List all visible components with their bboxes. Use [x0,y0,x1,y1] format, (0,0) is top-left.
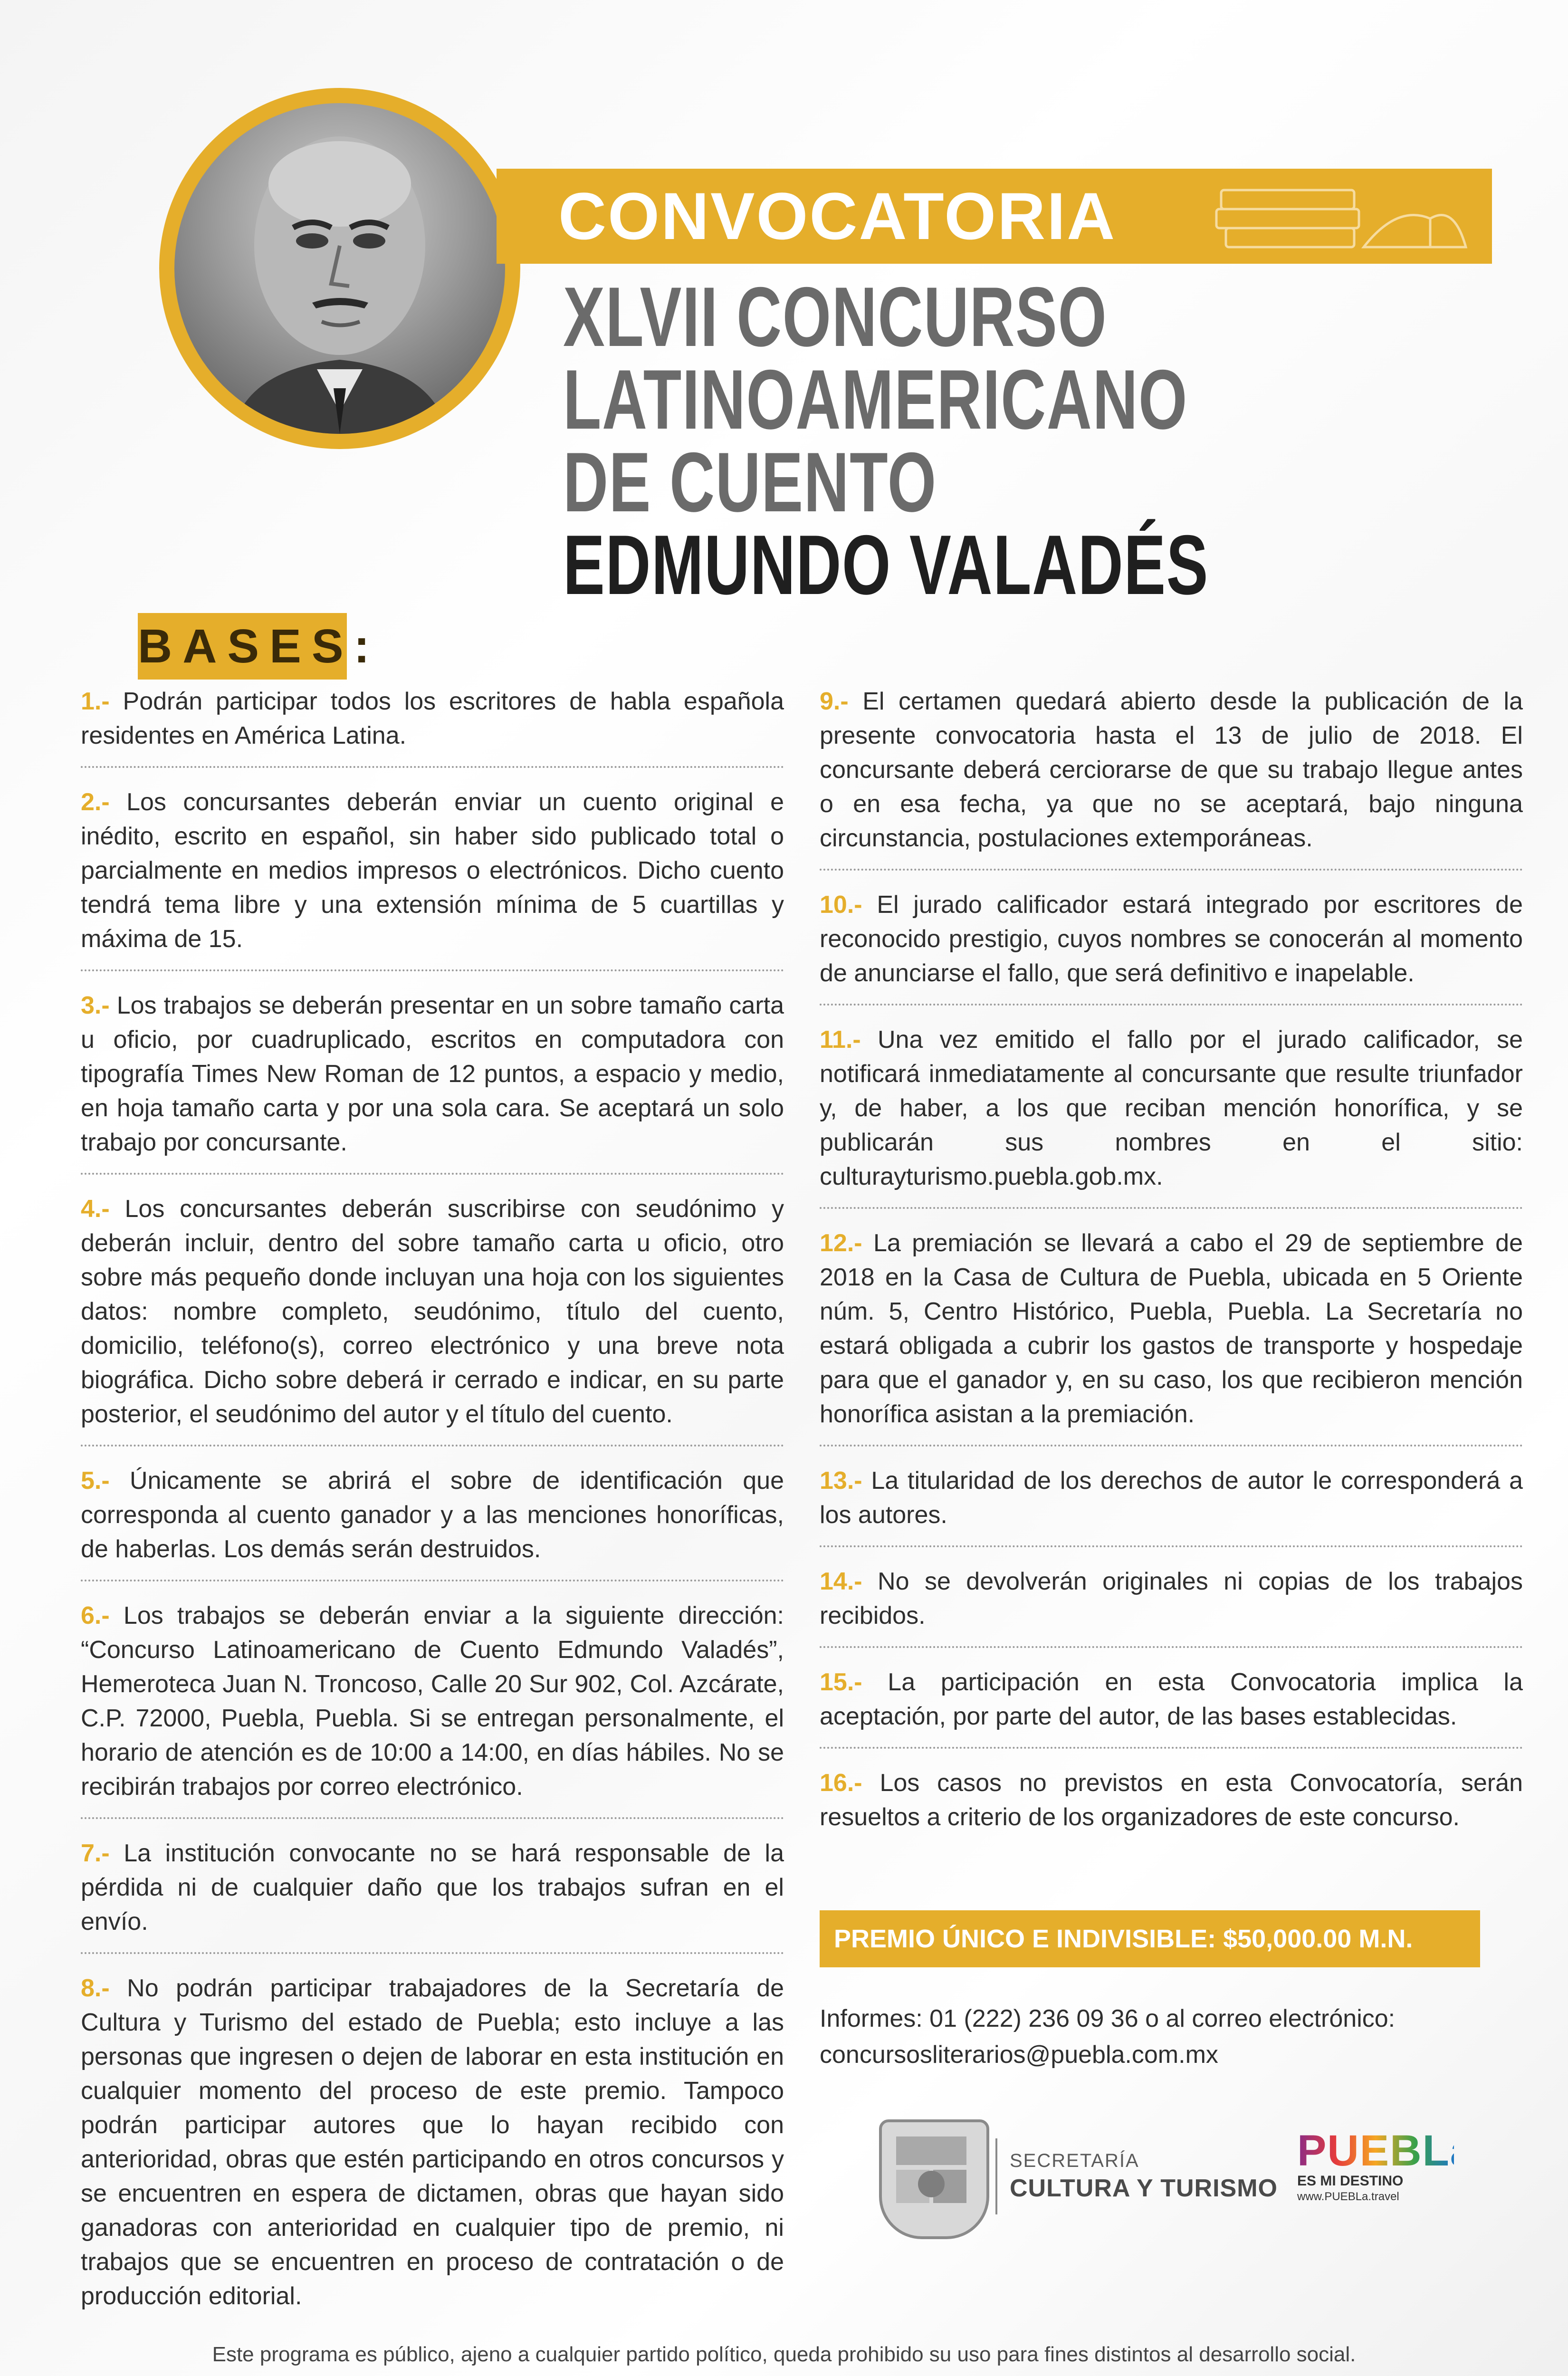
base-item-12 [820,1226,1523,1447]
base-number: 10.- [820,891,862,919]
base-item-1 [81,684,784,768]
base-item-4 [81,1192,784,1447]
secretaria-label: SECRETARÍA [1010,2150,1139,2171]
prize-banner: PREMIO ÚNICO E INDIVISIBLE: $50,000.00 M.N. [820,1910,1480,1967]
base-number: 4.- [81,1195,110,1223]
base-number: 11.- [820,1026,861,1054]
base-number: 7.- [81,1839,110,1867]
convocatoria-banner [497,169,1492,264]
base-number: 8.- [81,1974,110,2002]
base-item-11 [820,1023,1523,1209]
banner-title: CONVOCATORIA [558,179,1117,253]
author-portrait [174,103,505,434]
base-item-13 [820,1464,1523,1547]
base-item-15 [820,1665,1523,1749]
base-number: 3.- [81,992,110,1019]
title-line-3: DE CUENTO [563,435,937,529]
title-line-2: LATINOAMERICANO [563,352,1188,447]
base-item-8 [81,1971,784,2327]
base-text: La titularidad de los derechos de autor le corresponderá a los autores. [820,1467,1523,1529]
logo-divider [995,2138,997,2214]
bases-right-column [820,684,1523,1865]
base-text: El certamen quedará abierto desde la publicación de la presente convocatoria hasta el 13 de julio de 2018. El concursante deberá cerciorarse de que su trabajo llegue antes o en esa fecha, ya que no se aceptará, bajo ninguna circunstancia, postulaciones extemporáneas. [820,688,1523,852]
base-item-7 [81,1836,784,1954]
contact-phone-line: Informes: 01 (222) 236 09 36 o al correo electrónico: [820,2005,1396,2032]
base-text: Los casos no previstos en esta Convocatoría, serán resueltos a criterio de los organizadores de este concurso. [820,1769,1523,1831]
base-text: No se devolverán originales ni copias de los trabajos recibidos. [820,1568,1523,1629]
base-item-16 [820,1766,1523,1848]
base-text: La participación en esta Convocatoria implica la aceptación, por parte del autor, de las bases establecidas. [820,1668,1523,1730]
bases-label: BASES: [138,613,347,680]
base-item-14 [820,1564,1523,1648]
portrait-illustration [174,103,505,434]
seal-shield-icon [882,2122,981,2231]
base-text: La premiación se llevará a cabo el 29 de septiembre de 2018 en la Casa de Cultura de Puebla, ubicada en 5 Oriente núm. 5, Centro Histórico, Puebla, Puebla. La Secretaría no estará obligada a cubrir los gastos de transporte y hospedaje para que el ganador y, en su caso, los que recibieron mención honorífica asistan a la premiación. [820,1229,1523,1428]
base-text: La institución convocante no se hará responsable de la pérdida ni de cualquier daño que los trabajos sufran en el envío. [81,1839,784,1935]
puebla-logo [1297,2127,1475,2204]
base-number: 6.- [81,1602,110,1629]
base-text: Los concursantes deberán suscribirse con seudónimo y deberán incluir, dentro del sobre tamaño carta u oficio, otro sobre más pequeño donde incluyan una hoja con los siguientes datos: nombre completo, seudónimo, título del cuento, domicilio, teléfono(s), correo electrónico y una breve nota biográfica. Dicho sobre deberá ir cerrado e indicar, en su parte posterior, el seudónimo del autor y el título del cuento. [81,1195,784,1428]
contest-title [563,269,1231,612]
base-number: 5.- [81,1467,110,1495]
title-author-name: EDMUNDO VALADÉS [563,517,1209,612]
puebla-url[interactable]: www.PUEBLa.travel [1297,2190,1399,2203]
puebla-wordmark: PUEBLa [1297,2127,1475,2175]
base-number: 9.- [820,688,849,715]
base-number: 2.- [81,788,110,816]
base-text: Una vez emitido el fallo por el jurado calificador, se notificará inmediatamente al concursante que resulte triunfador y, de haber, a los que reciban mención honorífica, y se publicarán sus nombres en el sitio: culturayturismo.puebla.gob.mx. [820,1026,1523,1190]
base-number: 16.- [820,1769,862,1797]
base-text: No podrán participar trabajadores de la Secretaría de Cultura y Turismo del estado de Puebla; esto incluye a las personas que ingresen o dejen de laborar en esta institución en cualquier momento del proceso de este premio. Tampoco podrán participar autores que lo hayan recibido con anterioridad, obras que estén participando en otros concursos y se encuentren en espera de dictamen, obras que hayan sido ganadoras con anterioridad en cualquier tipo de premio, ni trabajos que se encuentren en proceso de contratación o de producción editorial. [81,1974,784,2310]
base-text: El jurado calificador estará integrado por escritores de reconocido prestigio, cuyos nombres se conocerán al momento de anunciarse el fallo, que será definitivo e inapelable. [820,891,1523,987]
base-item-2 [81,785,784,971]
base-text: Los trabajos se deberán presentar en un sobre tamaño carta u oficio, por cuadruplicado, escritos en computadora con tipografía Times New Roman de 12 puntos, a espacio y medio, en hoja tamaño carta y por una sola cara. Se aceptará un solo trabajo por concursante. [81,992,784,1156]
logos-area [879,2110,1473,2233]
contact-email[interactable]: concursosliterarios@puebla.com.mx [820,2041,1218,2069]
base-text: Los trabajos se deberán enviar a la siguiente dirección: “Concurso Latinoamericano de Cuento Edmundo Valadés”, Hemeroteca Juan N. Troncoso, Calle 20 Sur 902, Col. Azcárate, C.P. 72000, Puebla, Puebla. Si se entregan personalmente, el horario de atención es de 10:00 a 14:00, en días hábiles. No se recibirán trabajos por correo electrónico. [81,1602,784,1801]
footer-disclaimer: Este programa es público, ajeno a cualquier partido político, queda prohibido su uso para fines distintos al desarrollo social. [212,2343,1356,2366]
base-number: 14.- [820,1568,862,1595]
base-number: 13.- [820,1467,862,1495]
base-item-6 [81,1599,784,1819]
base-number: 12.- [820,1229,862,1257]
base-text: Únicamente se abrirá el sobre de identificación que corresponda al cuento ganador y a las menciones honoríficas, de haberlas. Los demás serán destruidos. [81,1467,784,1563]
bases-left-column [81,684,784,2344]
puebla-tagline: ES MI DESTINO [1297,2173,1404,2189]
base-number: 1.- [81,688,110,715]
books-icon [1207,176,1473,257]
base-number: 15.- [820,1668,862,1696]
base-item-3 [81,988,784,1175]
base-item-10 [820,888,1523,1006]
title-line-1: XLVII CONCURSO [563,269,1108,364]
base-item-9 [820,684,1523,871]
state-seal-icon [879,2119,989,2239]
base-text: Los concursantes deberán enviar un cuento original e inédito, escrito en español, sin haber sido publicado total o parcialmente en medios impresos o electrónicos. Dicho cuento tendrá tema libre y una extensión mínima de 5 cuartillas y máxima de 15. [81,788,784,953]
contact-info [820,2001,1485,2073]
author-portrait-frame [159,88,520,449]
cultura-turismo-label: CULTURA Y TURISMO [1010,2175,1278,2202]
base-item-5 [81,1464,784,1581]
base-text: Podrán participar todos los escritores de habla española residentes en América Latina. [81,688,784,749]
